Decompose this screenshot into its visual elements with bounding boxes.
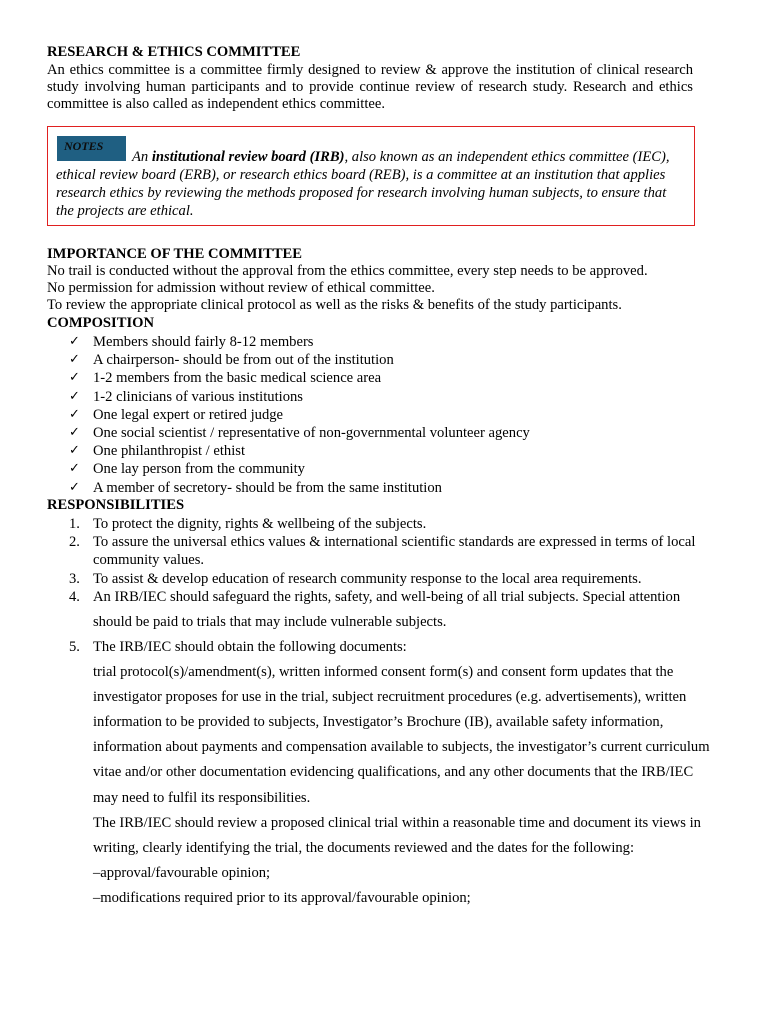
list-item: 1. To protect the dignity, rights & wellbeing of the subjects.	[69, 516, 427, 532]
list-item: 2. To assure the universal ethics values & international scientific standards are expressed in terms of local community values.	[69, 534, 696, 569]
review-paragraph: The IRB/IEC should review a proposed clinical trial within a reasonable time and document its views in writing, clearly identifying the trial, the documents reviewed and the dates for the following:	[93, 814, 701, 856]
notes-prefix: An	[132, 149, 152, 165]
heading-responsibilities: RESPONSIBILITIES	[47, 497, 185, 513]
list-item: ✓ One philanthropist / ethist	[69, 443, 246, 460]
outcome-item: –modifications required prior to its approval/favourable opinion;	[93, 889, 471, 906]
intro-paragraph: An ethics committee is a committee firmly designed to review & approve the institution of clinical research study involving human participants and to provide continue review of research study. Research and ethics committee is also called as independent ethics committee.	[47, 62, 693, 112]
importance-line: To review the appropriate clinical protocol as well as the risks & benefits of the study participants.	[47, 297, 622, 313]
notes-body: , also known as an independent ethics committee (IEC), ethical review board (ERB), or research ethics board (REB), is a committee at an institution that applies research ethics by reviewing the methods proposed for research involving human subjects, to ensure that the projects are ethical.	[56, 149, 670, 219]
check-icon: ✓	[69, 388, 80, 404]
check-icon: ✓	[69, 443, 80, 459]
list-item: ✓ 1-2 clinicians of various institutions	[69, 388, 303, 405]
list-item: ✓ A chairperson- should be from out of the institution	[69, 352, 394, 369]
list-item: ✓ One legal expert or retired judge	[69, 406, 284, 423]
heading-importance: IMPORTANCE OF THE COMMITTEE	[47, 246, 303, 262]
list-item: 4. An IRB/IEC should safeguard the rights, safety, and well-being of all trial subjects. Special attention should be paid to trials that may include vulnerable subjects.	[69, 588, 681, 630]
list-item: ✓ Members should fairly 8-12 members	[69, 334, 314, 350]
list-item: ✓ 1-2 members from the basic medical science area	[69, 370, 382, 387]
notes-text	[56, 148, 676, 220]
check-icon: ✓	[69, 334, 80, 349]
importance-line: No trail is conducted without the approval from the ethics committee, every step needs to be approved.	[47, 263, 648, 279]
composition-list	[47, 333, 707, 497]
item5-details: trial protocol(s)/amendment(s), written informed consent form(s) and consent form updates that the investigator proposes for use in the trial, subject recruitment procedures (e.g. advertisements), written information to be provided to subjects, Investigator’s Brochure (IB), available safety information, information about payments and compensation available to subjects, the investigator’s current curriculum vitae and/or other documentation evidencing qualifications, and any other documents that the IRB/IEC may need to fulfil its responsibilities.	[93, 664, 710, 806]
check-icon: ✓	[69, 352, 80, 368]
notes-label: NOTES	[57, 136, 126, 161]
responsibilities-list	[47, 515, 717, 911]
list-item: 3. To assist & develop education of research community response to the local area requirements.	[69, 570, 642, 587]
check-icon: ✓	[69, 479, 80, 495]
list-item: ✓ One lay person from the community	[69, 461, 305, 478]
list-item: ✓ One social scientist / representative of non-governmental volunteer agency	[69, 424, 530, 441]
check-icon: ✓	[69, 406, 80, 422]
notes-box	[47, 126, 695, 226]
check-icon: ✓	[69, 370, 80, 386]
check-icon: ✓	[69, 461, 80, 477]
importance-line: No permission for admission without review of ethical committee.	[47, 280, 435, 296]
notes-term: institutional review board (IRB)	[151, 149, 345, 165]
list-item: 5. The IRB/IEC should obtain the following documents:	[69, 639, 407, 655]
heading-research-ethics-committee: RESEARCH & ETHICS COMMITTEE	[47, 44, 301, 60]
list-item: ✓ A member of secretory- should be from the same institution	[69, 479, 442, 496]
check-icon: ✓	[69, 424, 80, 440]
heading-composition: COMPOSITION	[47, 315, 155, 331]
outcome-item: –approval/favourable opinion;	[93, 864, 271, 881]
